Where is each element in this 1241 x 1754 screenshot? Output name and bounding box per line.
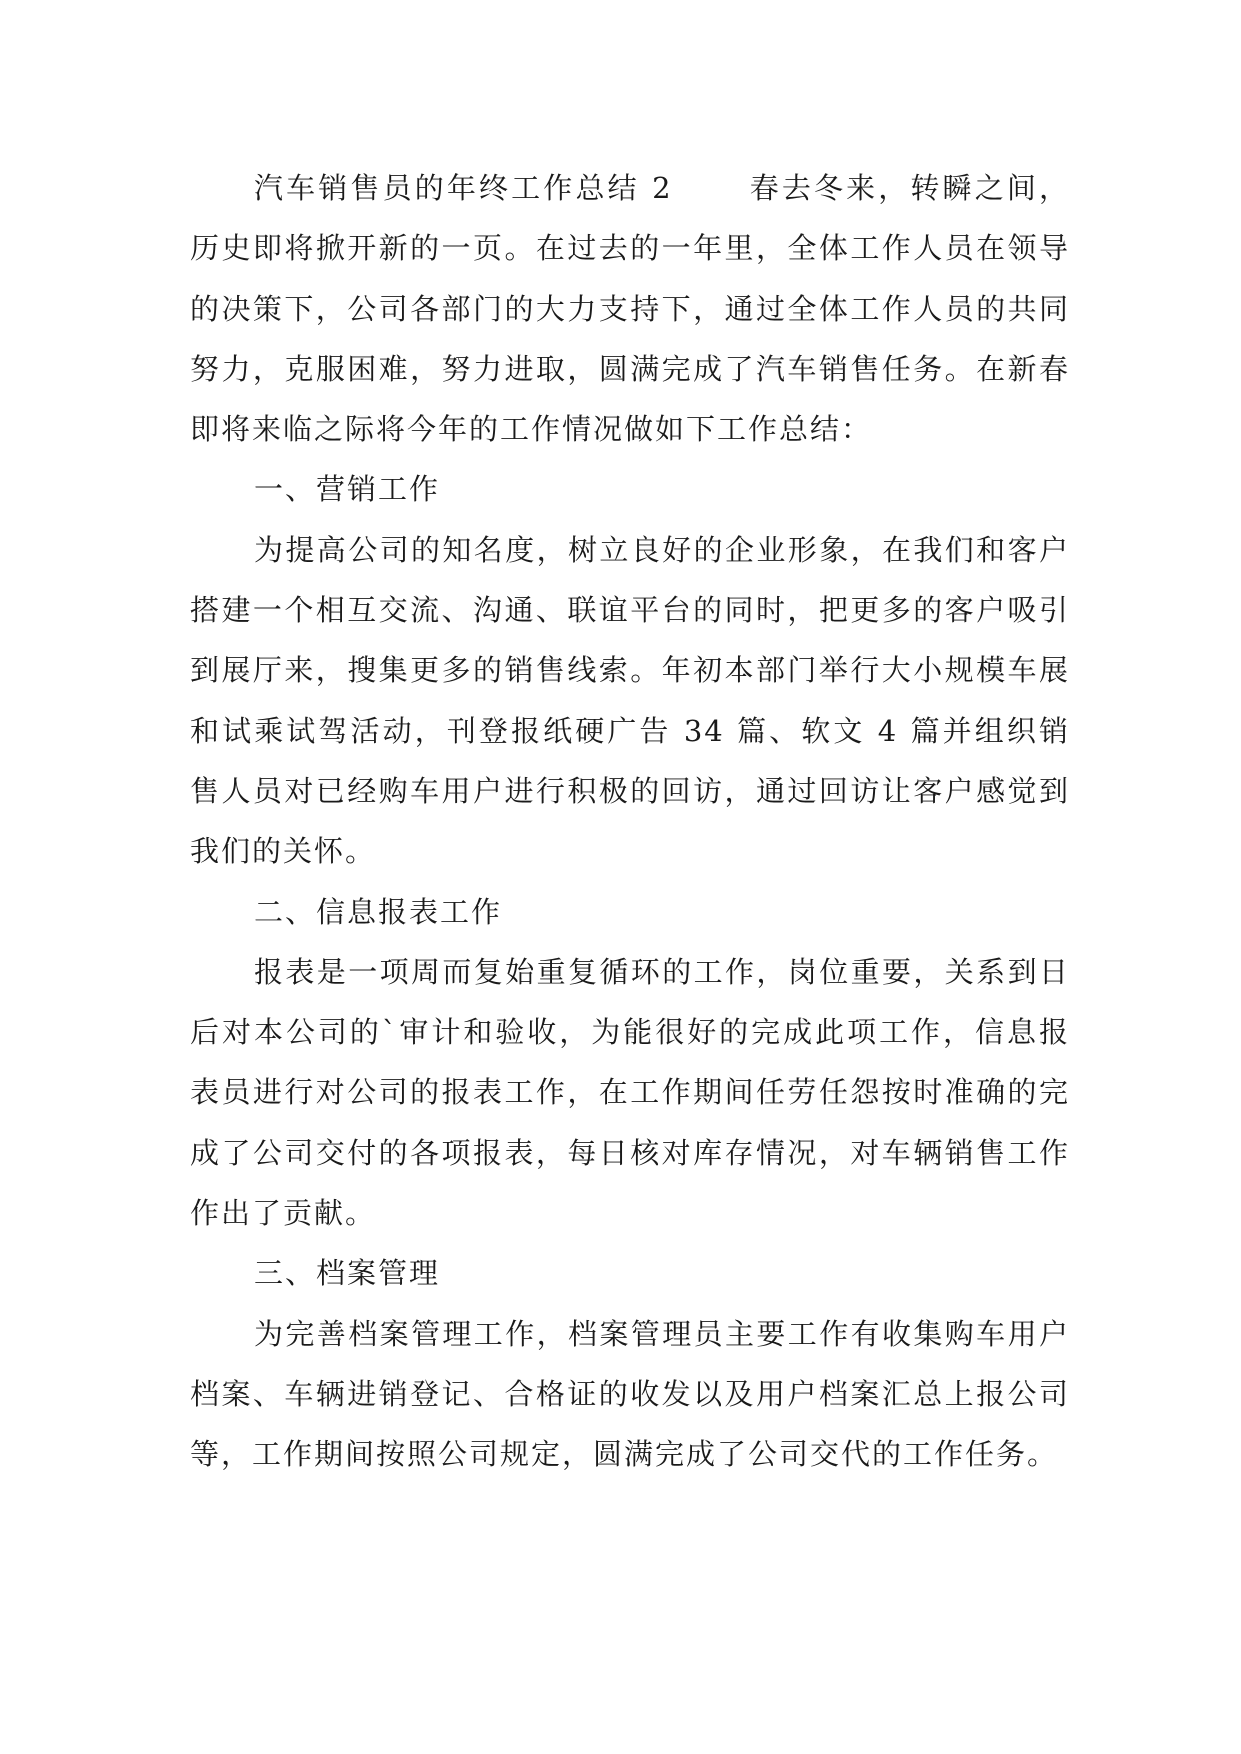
section-body: 为完善档案管理工作，档案管理员主要工作有收集购车用户档案、车辆进销登记、合格证的收发以及用户档案汇总上报公司等，工作期间按照公司规定，圆满完成了公司交代的工作任务。 [190,1316,1070,1472]
intro-text: 春去冬来，转瞬之间，历史即将掀开新的一页。在过去的一年里，全体工作人员在领导的决策下，公司各部门的大力支持下，通过全体工作人员的共同努力，克服困难，努力进取，圆满完成了汽车销售任务。在新春即将来临之际将今年的工作情况做如下工作总结： [190,171,1070,447]
intro-paragraph [190,158,1070,459]
section-heading: 一、营销工作 [254,472,441,507]
section-heading: 三、档案管理 [254,1256,441,1291]
document-title: 汽车销售员的年终工作总结 2 [254,171,673,205]
section-body: 报表是一项周而复始重复循环的工作，岗位重要，关系到日后对本公司的`审计和验收，为能很好的完成此项工作，信息报表员进行对公司的报表工作，在工作期间任劳任怨按时准确的完成了公司交付的各项报表，每日核对库存情况，对车辆销售工作作出了贡献。 [190,954,1070,1231]
section-body: 为提高公司的知名度，树立良好的企业形象，在我们和客户搭建一个相互交流、沟通、联谊平台的同时，把更多的客户吸引到展厅来，搜集更多的销售线索。年初本部门举行大小规模车展和试乘试驾活动，刊登报纸硬广告 34 篇、软文 4 篇并组织销售人员对已经购车用户进行积极的回访，通过回访让客户感觉到我们的关怀。 [190,532,1070,869]
document-body [190,158,1070,1485]
section-heading: 二、信息报表工作 [254,894,503,929]
